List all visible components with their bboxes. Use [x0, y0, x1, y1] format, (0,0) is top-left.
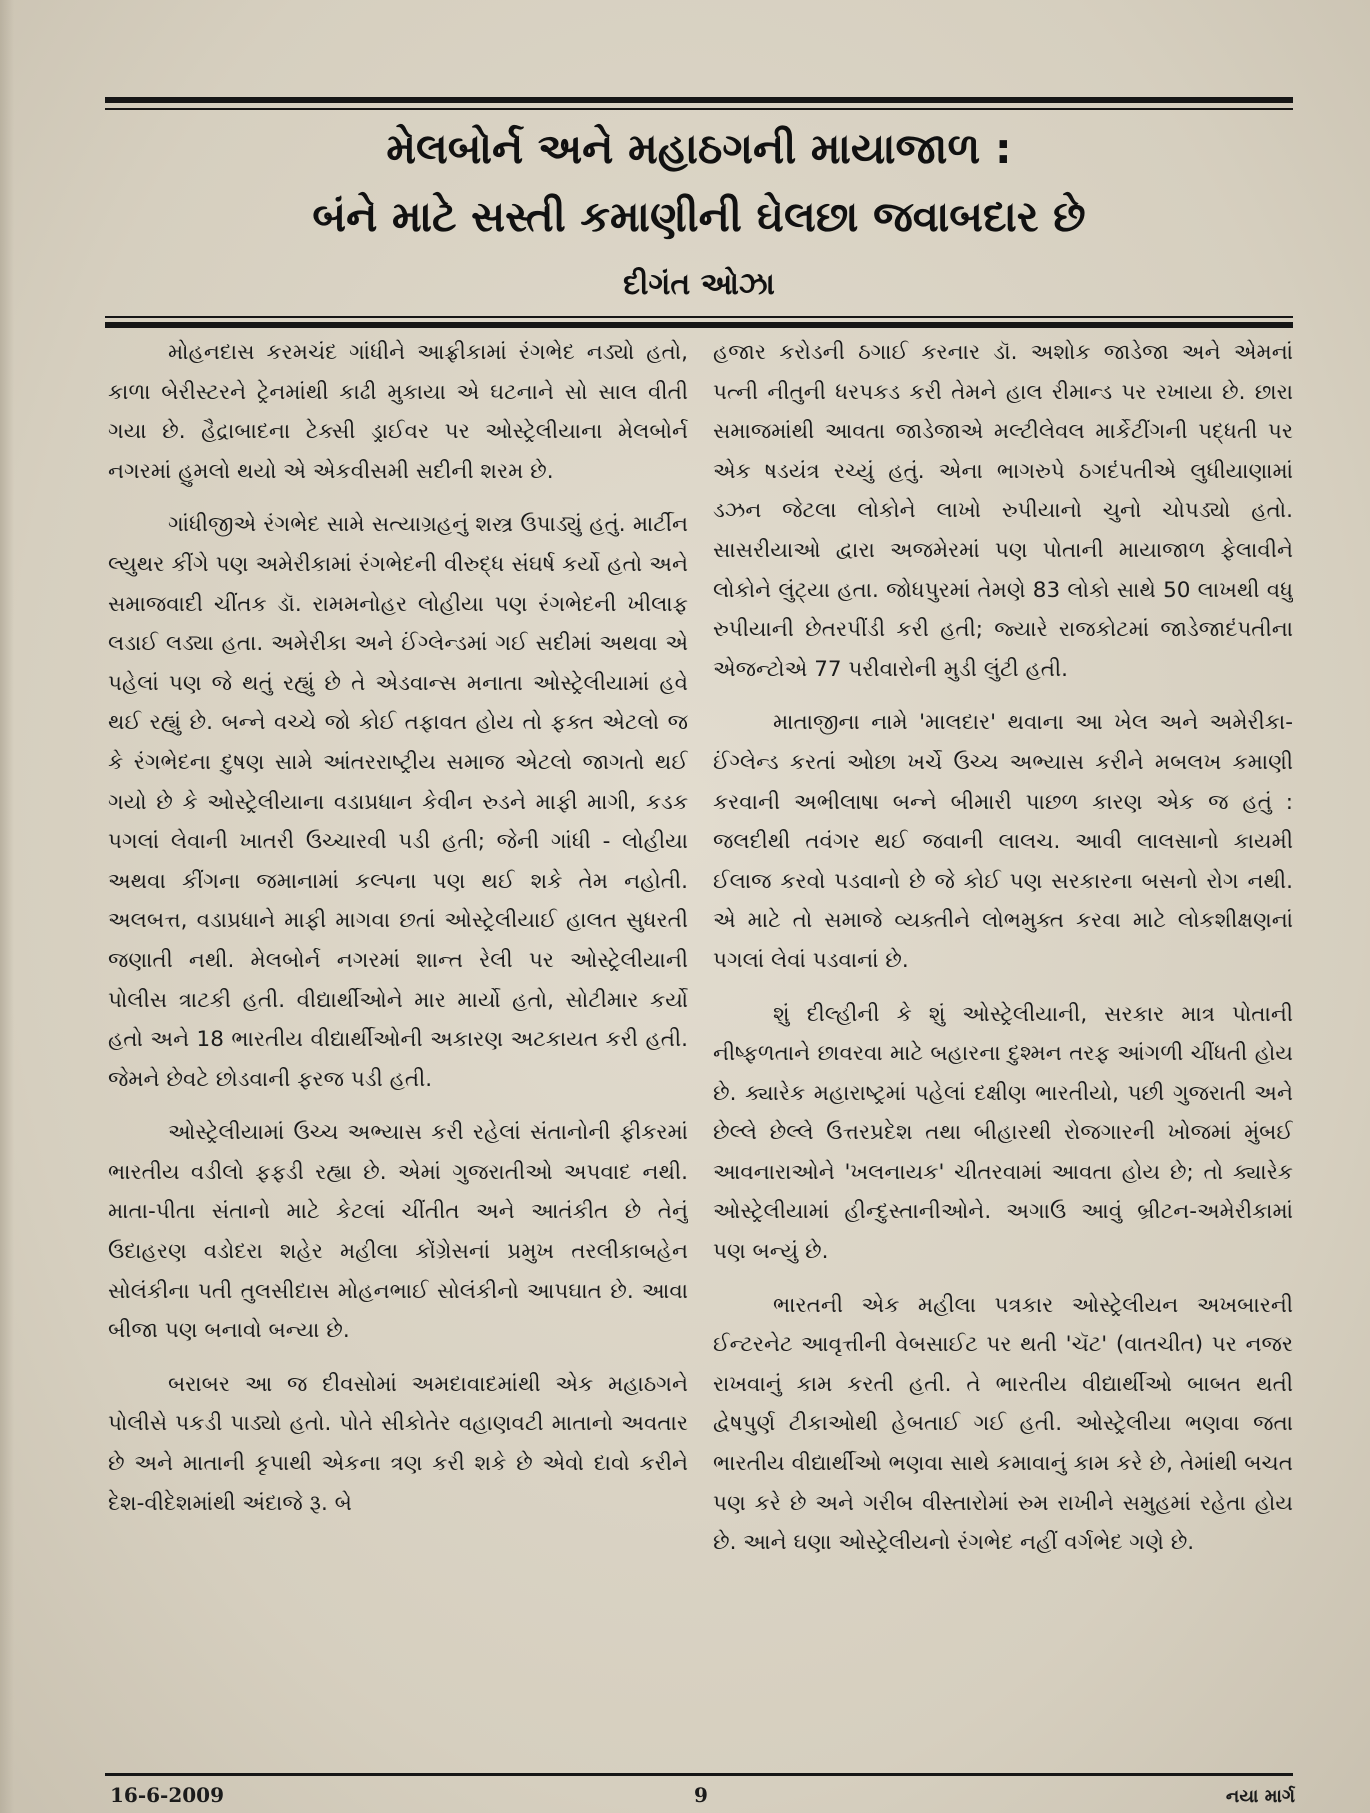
headline-line-2: બંને માટે સસ્તી કમાણીની ઘેલછા જવાબદાર છે — [312, 192, 1086, 241]
headline-line-1: મેલબોર્ન અને મહાઠગની માયાજાળ : — [386, 124, 1012, 173]
paragraph: બરાબર આ જ દીવસોમાં અમદાવાદમાંથી એક મહાઠગને પોલીસે પકડી પાડ્યો હતો. પોતે સીકોતેર વહાણવટી માતાનો અવતાર છે અને માતાની કૃપાથી એકના ત્રણ કરી શકે છે એવો દાવો કરીને દેશ-વીદેશમાંથી અંદાજે રૂ. બે — [108, 1371, 688, 1516]
issue-date: 16-6-2009 — [110, 1783, 225, 1807]
paragraph: ગાંધીજીએ રંગભેદ સામે સત્યાગ્રહનું શસ્ત્ર ઉપાડ્યું હતું. માર્ટીન લ્યુથર કીંગે પણ અમેરીકામાં રંગભેદની વીરુદ્ધ સંઘર્ષ કર્યો હતો અને સમાજવાદી ચીંતક ડૉ. રામમનોહર લોહીયા પણ રંગભેદની ખીલાફ લડાઈ લડ્યા હતા. અમેરીકા અને ઈંગ્લેન્ડમાં ગઈ સદીમાં અથવા એ પહેલાં પણ જે થતું રહ્યું છે તે એડવાન્સ મનાતા ઓસ્ટ્રેલીયામાં હવે થઈ રહ્યું છે. બન્ને વચ્ચે જો કોઈ તફાવત હોય તો ફક્ત એટલો જ કે રંગભેદના દુષણ સામે આંતરરાષ્ટ્રીય સમાજ એટલો જાગતો થઈ ગયો છે કે ઓસ્ટ્રેલીયાના વડાપ્રધાન કેવીન રુડને માફી માગી, કડક પગલાં લેવાની ખાતરી ઉચ્ચારવી પડી હતી; જેની ગાંધી - લોહીયા અથવા કીંગના જમાનામાં કલ્પના પણ થઈ શકે તેમ નહોતી. અલબત્ત, વડાપ્રધાને માફી માગવા છતાં ઓસ્ટ્રેલીયાઈ હાલત સુધરતી જણાતી નથી. મેલબોર્ન નગરમાં શાન્ત રેલી પર ઓસ્ટ્રેલીયાની પોલીસ ત્રાટકી હતી. વીદ્યાર્થીઓને માર માર્યો હતો, સોટીમાર કર્યો હતો અને 18 ભારતીય વીદ્યાર્થીઓની અકારણ અટકાયત કરી હતી. જેમને છેવટે છોડવાની ફરજ પડી હતી. — [108, 512, 688, 1092]
paragraph: શું દીલ્હીની કે શું ઓસ્ટ્રેલીયાની, સરકાર માત્ર પોતાની નીષ્ફળતાને છાવરવા માટે બહારના દુશ્મન તરફ આંગળી ચીંધતી હોય છે. ક્યારેક મહારાષ્ટ્રમાં પહેલાં દક્ષીણ ભારતીયો, પછી ગુજરાતી અને છેલ્લે છેલ્લે ઉત્તરપ્રદેશ તથા બીહારથી રોજગારની ખોજમાં મુંબઈ આવનારાઓને 'ખલનાયક' ચીતરવામાં આવતા હોય છે; તો ક્યારેક ઓસ્ટ્રેલીયામાં હીન્દુસ્તાનીઓને. અગાઉ આવું બ્રીટન-અમેરીકામાં પણ બન્યું છે. — [713, 1001, 1293, 1265]
page-fold-shadow — [0, 0, 14, 1813]
magazine-name: નયા માર્ગ — [1225, 1786, 1295, 1807]
paragraph: મોહનદાસ કરમચંદ ગાંધીને આફ્રીકામાં રંગભેદ નડ્યો હતો, કાળા બેરીસ્ટરને ટ્રેનમાંથી કાઢી મુકાયા એ ઘટનાને સો સાલ વીતી ગયા છે. હૈદ્રાબાદના ટેક્સી ડ્રાઈવર પર ઓસ્ટ્રેલીયાના મેલબોર્ન નગરમાં હુમલો થયો એ એકવીસમી સદીની શરમ છે. — [108, 340, 688, 484]
header-bottom-rule — [105, 322, 1293, 328]
author-byline: દીગંત ઓઝા — [623, 267, 775, 302]
paragraph: માતાજીના નામે 'માલદાર' થવાના આ ખેલ અને અમેરીકા-ઈંગ્લેન્ડ કરતાં ઓછા ખર્ચે ઉચ્ચ અભ્યાસ કરીને મબલખ કમાણી કરવાની અભીલાષા બન્ને બીમારી પાછળ કારણ એક જ હતું : જલદીથી તવંગર થઈ જવાની લાલચ. આવી લાલસાનો કાયમી ઈલાજ કરવો પડવાનો છે જે કોઈ પણ સરકારના બસનો રોગ નથી. એ માટે તો સમાજે વ્યક્તીને લોભમુક્ત કરવા માટે લોકશીક્ષણનાં પગલાં લેવાં પડવાનાં છે. — [713, 710, 1293, 973]
paragraph: ઓસ્ટ્રેલીયામાં ઉચ્ચ અભ્યાસ કરી રહેલાં સંતાનોની ફીકરમાં ભારતીય વડીલો ફફડી રહ્યા છે. એમાં ગુજરાતીઓ અપવાદ નથી. માતા-પીતા સંતાનો માટે કેટલાં ચીંતીત અને આતંકીત છે તેનું ઉદાહરણ વડોદરા શહેર મહીલા કોંગ્રેસનાં પ્રમુખ તરલીકાબહેન સોલંકીના પતી તુલસીદાસ મોહનભાઈ સોલંકીનો આપઘાત છે. આવા બીજા પણ બનાવો બન્યા છે. — [108, 1120, 688, 1344]
page-number: 9 — [694, 1783, 708, 1807]
footer-rule — [105, 1773, 1293, 1776]
paragraph: હજાર કરોડની ઠગાઈ કરનાર ડૉ. અશોક જાડેજા અને એમનાં પત્ની નીતુની ધરપકડ કરી તેમને હાલ રીમાન્ડ પર રખાયા છે. છારા સમાજમાંથી આવતા જાડેજાએ મલ્ટીલેવલ માર્કેટીંગની પદ્ધતી પર એક ષડયંત્ર રચ્યું હતું. એના ભાગરુપે ઠગદંપતીએ લુધીયાણામાં ડઝન જેટલા લોકોને લાખો રુપીયાનો ચુનો ચોપડ્યો હતો. સાસરીયાઓ દ્વારા અજમેરમાં પણ પોતાની માયાજાળ ફેલાવીને લોકોને લુંટ્યા હતા. જોધપુરમાં તેમણે 83 લોકો સાથે 50 લાખથી વધુ રુપીયાની છેતરપીંડી કરી હતી; જ્યારે રાજકોટમાં જાડેજાદંપતીના એજન્ટોએ 77 પરીવારોની મુડી લુંટી હતી. — [713, 340, 1293, 682]
article-right-column — [713, 333, 1293, 1728]
header-bottom-thin-rule — [105, 316, 1293, 318]
header-top-rule — [105, 97, 1293, 103]
header-top-thin-rule — [105, 108, 1293, 110]
article-left-column — [108, 333, 688, 1728]
paragraph: ભારતની એક મહીલા પત્રકાર ઓસ્ટ્રેલીયન અખબારની ઈન્ટરનેટ આવૃત્તીની વેબસાઈટ પર થતી 'ચૅટ' (વાતચીત) પર નજર રાખવાનું કામ કરતી હતી. તે ભારતીય વીદ્યાર્થીઓ બાબત થતી દ્વેષપુર્ણ ટીકાઓથી હેબતાઈ ગઈ હતી. ઓસ્ટ્રેલીયા ભણવા જતા ભારતીય વીદ્યાર્થીઓ ભણવા સાથે કમાવાનું કામ કરે છે, તેમાંથી બચત પણ કરે છે અને ગરીબ વીસ્તારોમાં રુમ રાખીને સમુહમાં રહેતા હોય છે. આને ઘણા ઓસ્ટ્રેલીયનો રંગભેદ નહીં વર્ગભેદ ગણે છે. — [713, 1292, 1293, 1556]
